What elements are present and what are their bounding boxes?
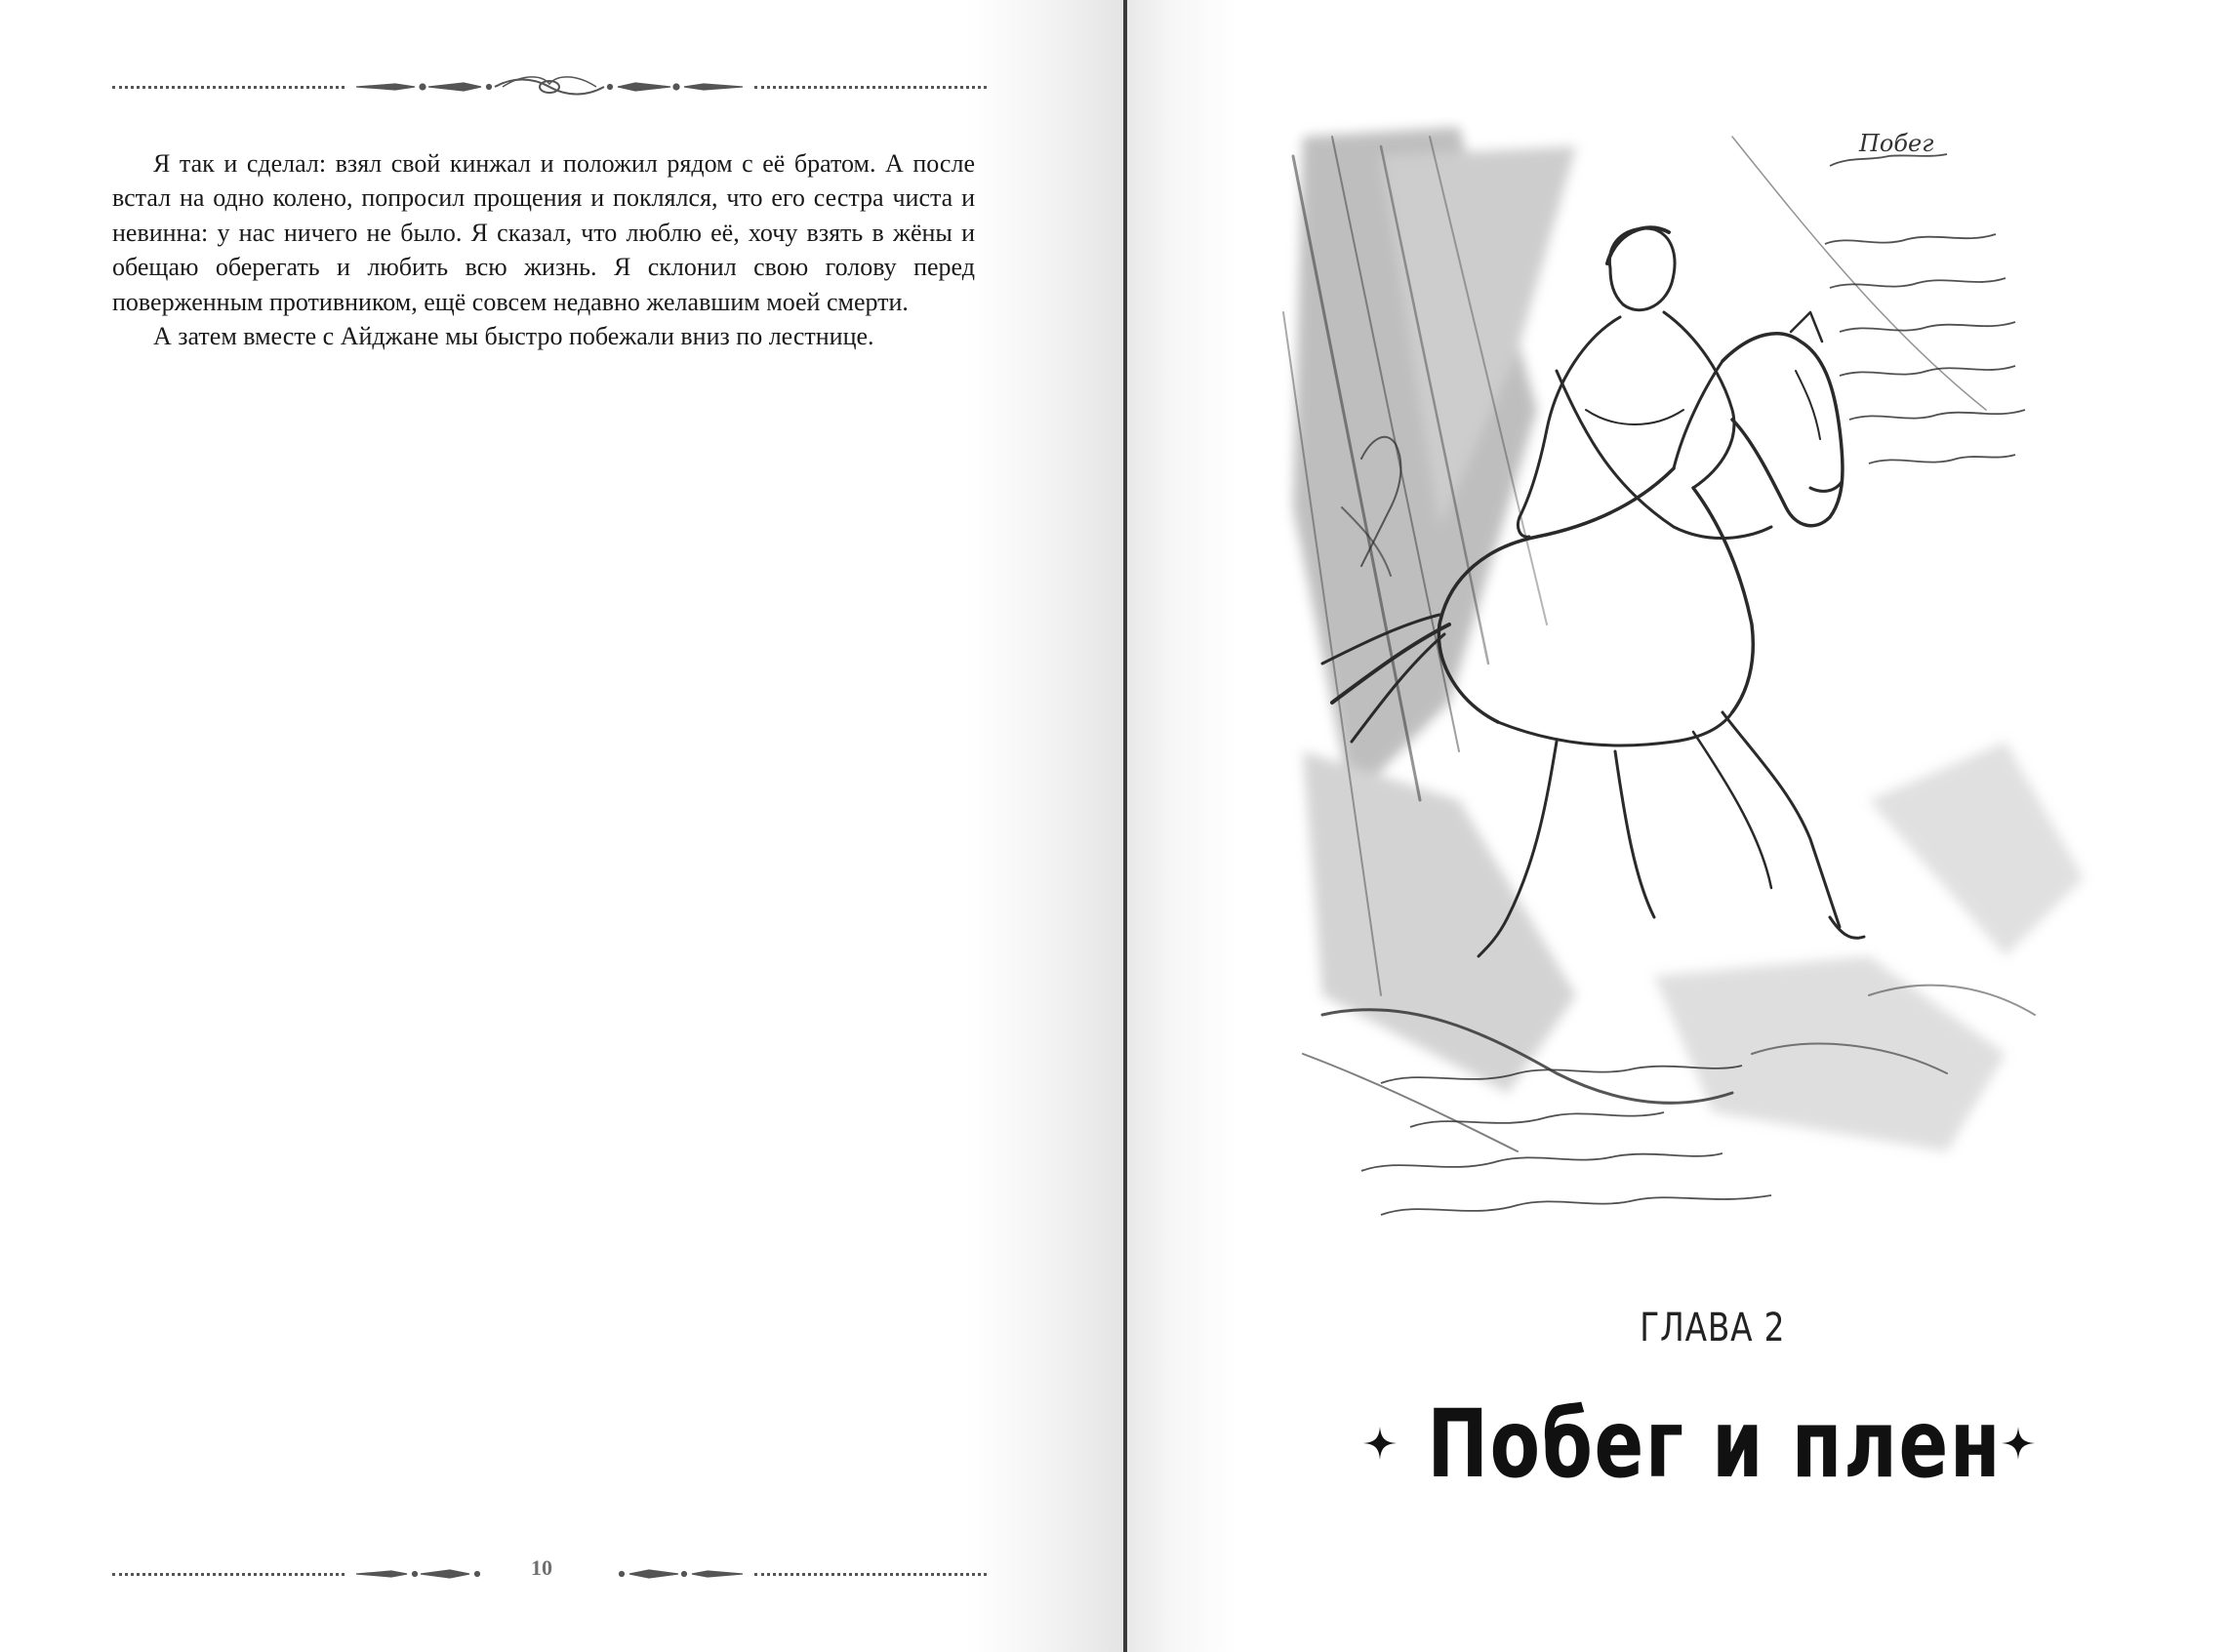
page-number: 10 <box>521 1555 562 1581</box>
chapter-title: Побег и плен <box>1427 1390 2003 1499</box>
handwritten-title: Побег <box>1859 130 1934 157</box>
chapter-title-row <box>1127 1386 2229 1503</box>
star-ornament-right-icon <box>2002 1427 2035 1460</box>
rider-illustration <box>1264 117 2113 1269</box>
paragraph-1: Я так и сделал: взял свой кинжал и положил рядом с её братом. А после встал на одно колено, попросил прощения и поклялся, что его сестра чиста и невинна: у нас ничего не было. Я сказал, что люблю её, хочу взять в жёны и обещаю оберегать и любить всю жизнь. Я склонил свою голову перед поверженным противником, ещё совсем недавно желавшим моей смерти. <box>112 149 975 316</box>
paragraph-2: А затем вместе с Айджане мы быстро побежали вниз по лестнице. <box>153 322 874 351</box>
dotted-rule-left <box>112 1573 344 1576</box>
dotted-rule-right <box>754 1573 987 1576</box>
dotted-rule-left <box>112 86 344 89</box>
dotted-rule-right <box>754 86 987 89</box>
chapter-label: ГЛАВА 2 <box>1640 1306 1786 1350</box>
right-page <box>1127 0 2229 1652</box>
top-ornament-rule <box>112 72 987 101</box>
body-text <box>112 146 975 353</box>
flourish-ornament <box>356 72 743 101</box>
